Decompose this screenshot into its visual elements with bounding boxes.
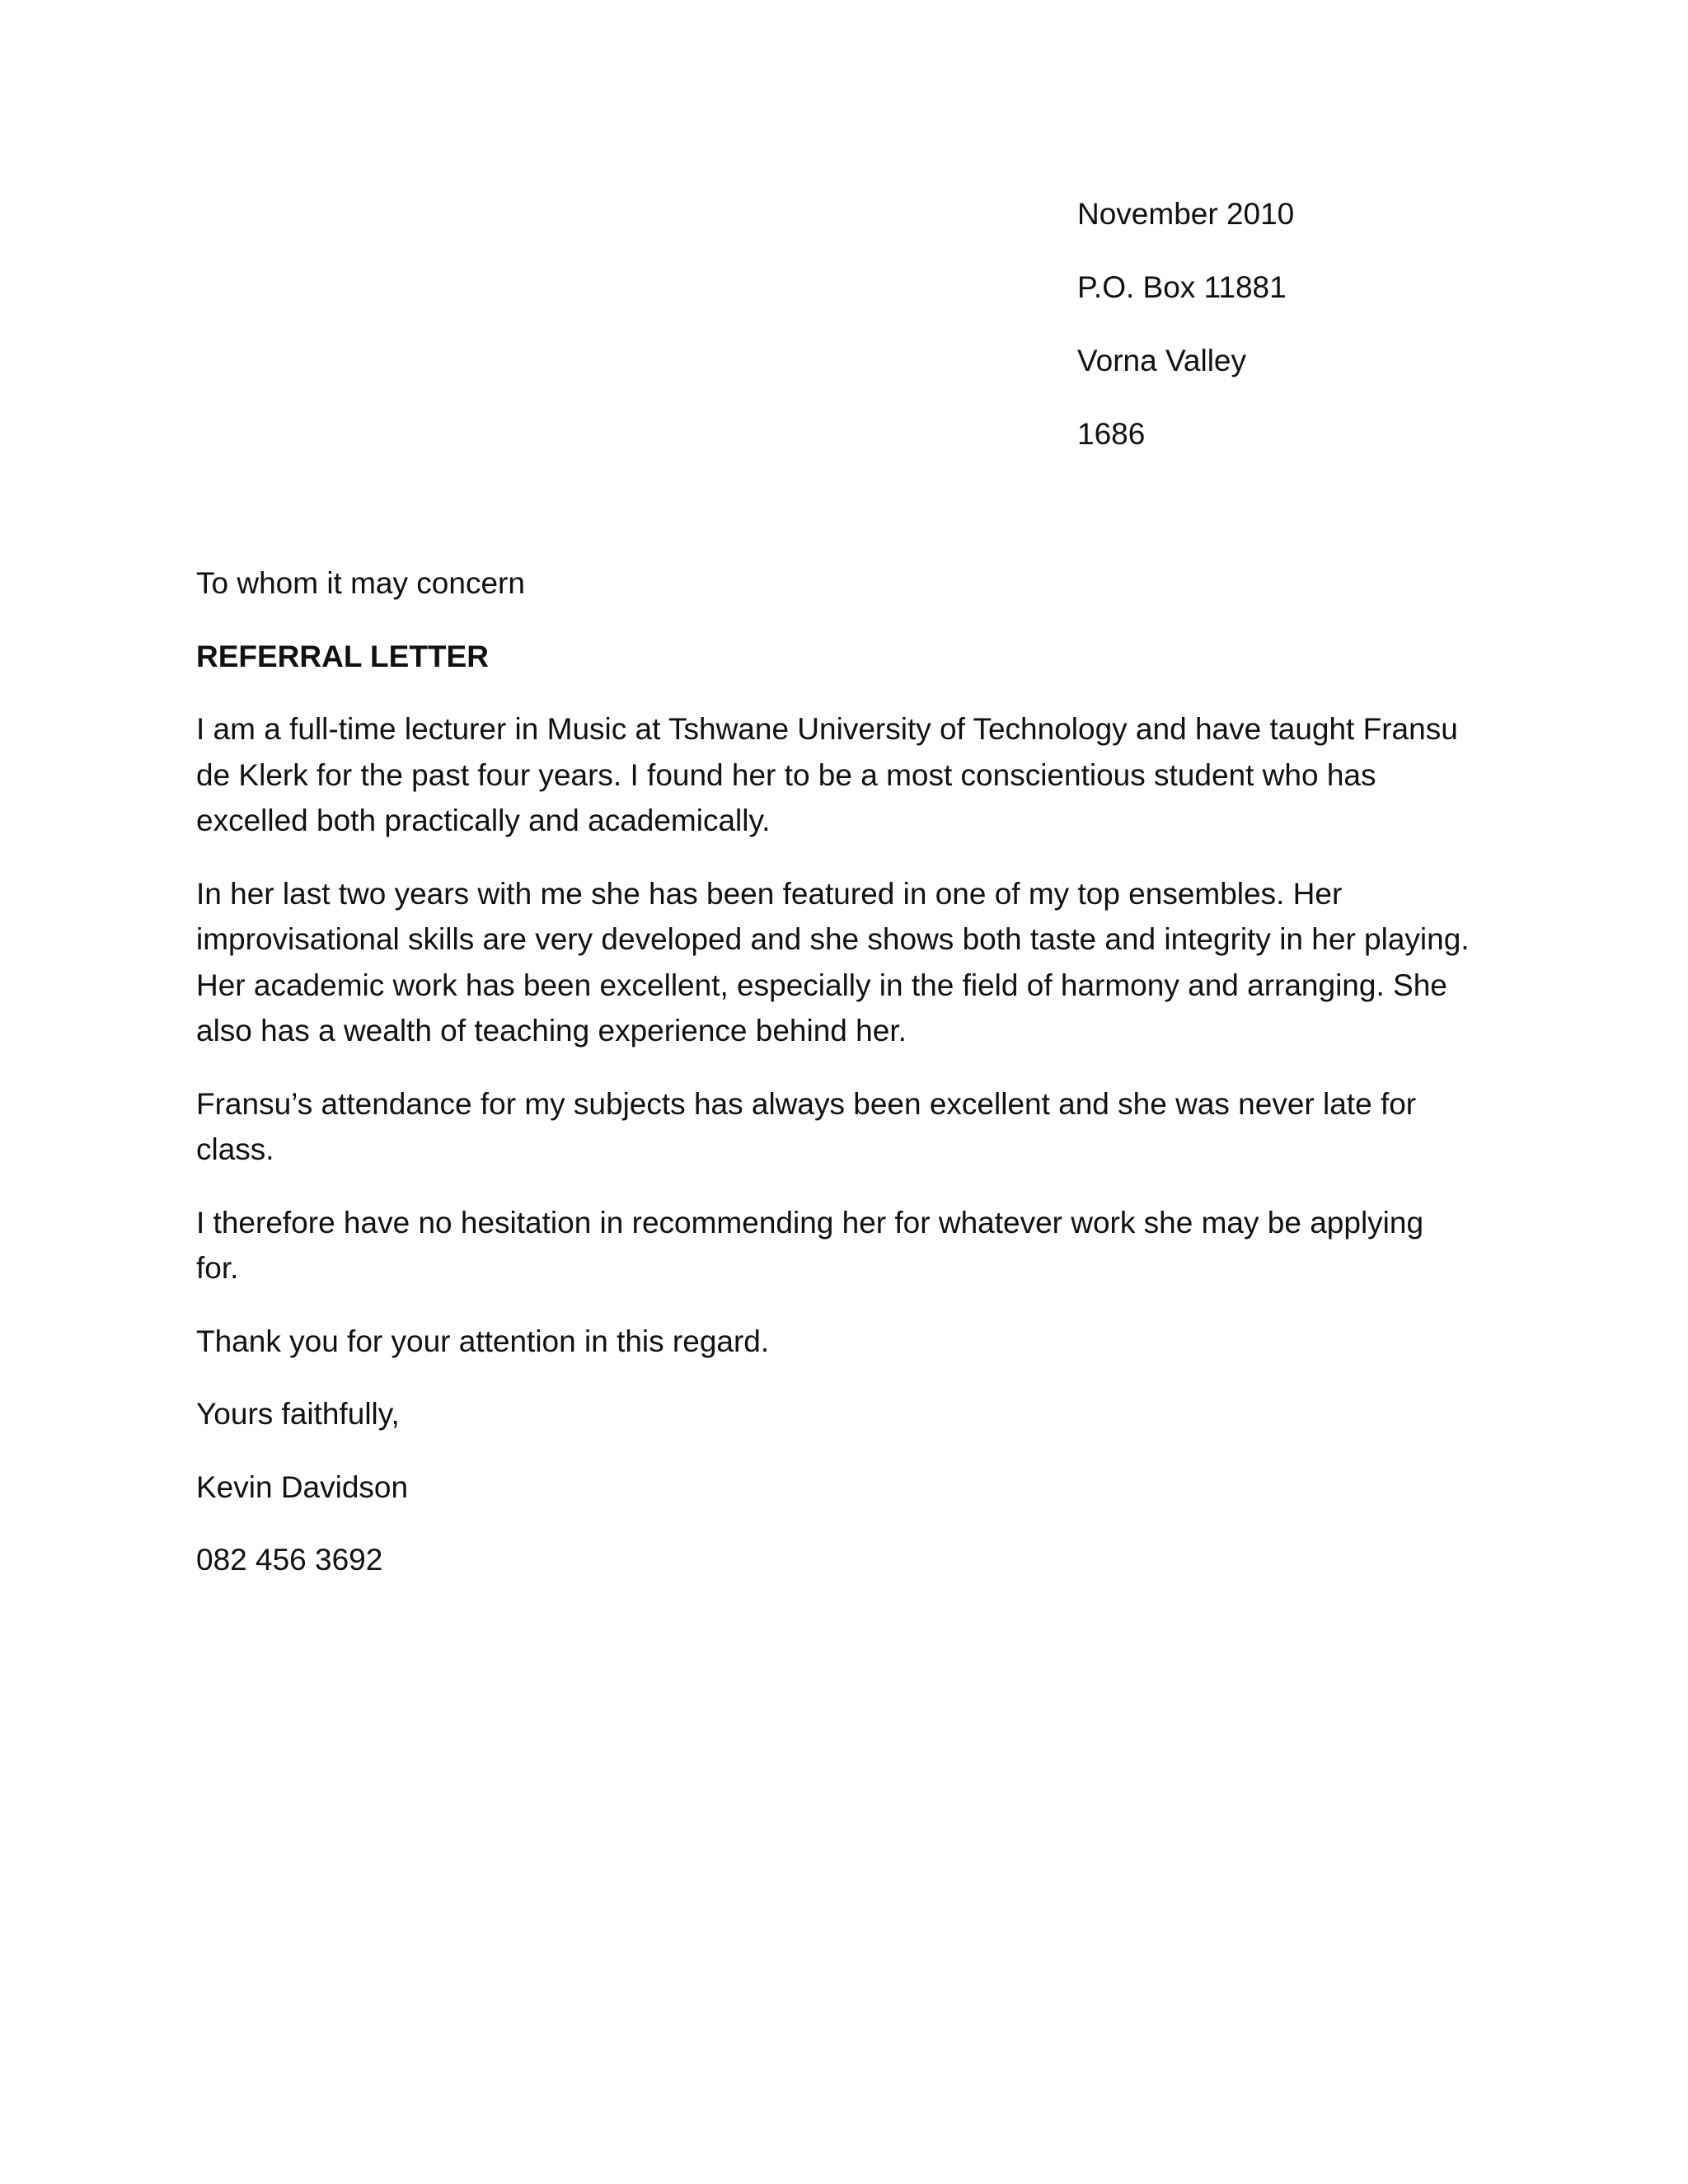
paragraph-line: de Klerk for the past four years. I found her to be a most conscientious student who has [196, 757, 1376, 792]
signatory-name: Kevin Davidson [196, 1469, 409, 1504]
greeting: To whom it may concern [196, 566, 525, 600]
paragraph-line: also has a wealth of teaching experience behind her. [196, 1014, 907, 1047]
paragraph-line: Fransu’s attendance for my subjects has always been excellent and she was never late for class. [196, 1086, 1417, 1166]
paragraph-line: I therefore have no hesitation in recommending her for whatever work she may be applying [196, 1205, 1424, 1240]
body-paragraph-4 [196, 1200, 1482, 1291]
paragraph-line: Thank you for your attention in this regard. [196, 1324, 770, 1358]
body-paragraph-3 [196, 1081, 1482, 1173]
letter-subject: REFERRAL LETTER [196, 639, 489, 673]
suburb: Vorna Valley [1077, 344, 1246, 377]
postal-code: 1686 [1077, 417, 1146, 451]
letter-body [196, 560, 1482, 1610]
paragraph-line: Her academic work has been excellent, especially in the field of harmony and arranging. She [196, 968, 1447, 1002]
po-box: P.O. Box 11881 [1077, 270, 1287, 304]
paragraph-line: improvisational skills are very developed and she shows both taste and integrity in her playing. [196, 922, 1470, 956]
body-paragraph-1 [196, 706, 1482, 844]
letter-date: November 2010 [1077, 197, 1295, 231]
paragraph-line: excelled both practically and academically. [196, 804, 771, 837]
paragraph-line: In her last two years with me she has been featured in one of my top ensembles. Her [196, 876, 1343, 911]
phone-number: 082 456 3692 [196, 1543, 383, 1577]
paragraph-line: for. [196, 1251, 239, 1285]
sender-address-block [1077, 196, 1539, 490]
body-paragraph-5 [196, 1319, 1482, 1365]
paragraph-line: I am a full-time lecturer in Music at Tshwane University of Technology and have taught Fransu [196, 712, 1458, 746]
closing-line: Yours faithfully, [196, 1397, 400, 1431]
body-paragraph-2 [196, 871, 1482, 1054]
